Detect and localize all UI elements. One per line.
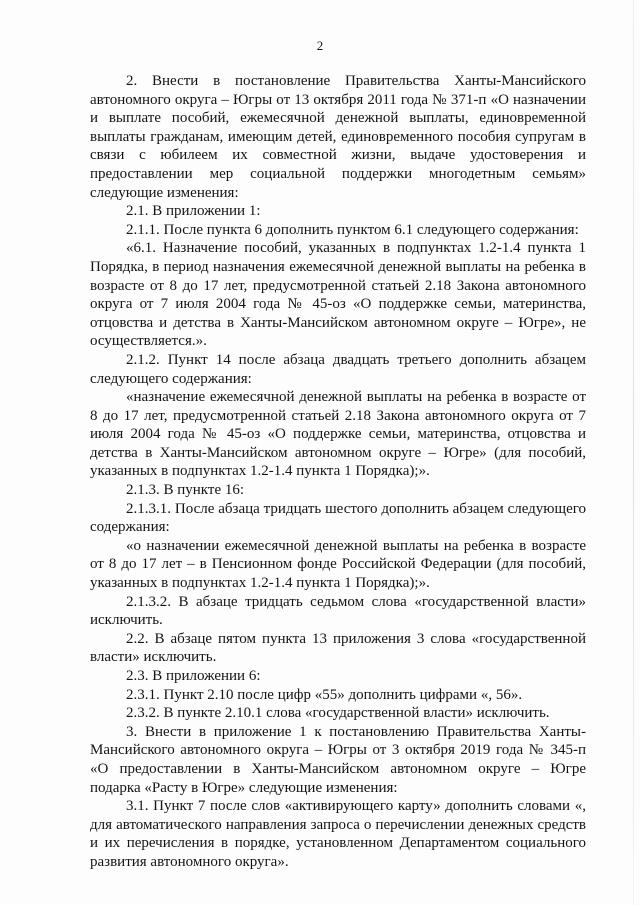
paragraph-2-1-1: 2.1.1. После пункта 6 дополнить пунктом 6.1 следующего содержания: xyxy=(126,221,579,238)
page-number: 2 xyxy=(316,38,324,53)
quote-monthly-payment: «назначение ежемесячной денежной выплаты на ребенка в возрасте от 8 до 17 лет, предусмотренной статьей 2.18 Закона автономного округа от 7 июля 2004 года № 45-оз «О поддержке семьи, материнства, отцовства и детства в Ханты-Мансийском автономном округе – Югре» (для пособий, указанных в подпунктах 1.2-1.4 пункта 1 Порядка);». xyxy=(90,389,586,480)
paragraph-2-1: 2.1. В приложении 1: xyxy=(126,203,261,220)
paragraph-2-2: 2.2. В абзаце пятом пункта 13 приложения 3 слова «государственной власти» исключить. xyxy=(90,630,586,666)
document-body xyxy=(90,72,586,872)
paragraph-3-1: 3.1. Пункт 7 после слов «активирующего карту» дополнить словами «, для автоматического направления запроса о перечислении денежных средств и их перечисления в порядке, установленном Департаментом социального развития автономного округа». xyxy=(90,798,586,870)
paragraph-2-1-3-2: 2.1.3.2. В абзаце тридцать седьмом слова «государственной власти» исключить. xyxy=(90,593,586,629)
paragraph-2-1-2: 2.1.2. Пункт 14 после абзаца двадцать третьего дополнить абзацем следующего содержания: xyxy=(90,351,586,387)
paragraph-3: 3. Внести в приложение 1 к постановлению Правительства Ханты-Мансийского автономного округа – Югры от 3 октября 2019 года № 345-п «О предоставлении в Ханты-Мансийском автономном округе – Югре подарка «Расту в Югре» следующие изменения: xyxy=(90,723,586,796)
quote-pension-fund: «о назначении ежемесячной денежной выплаты на ребенка в возрасте от 8 до 17 лет – в Пенсионном фонде Российской Федерации (для пособий, указанных в подпунктах 1.2-1.4 пункта 1 Порядка);». xyxy=(90,537,586,592)
quote-6-1: «6.1. Назначение пособий, указанных в подпунктах 1.2-1.4 пункта 1 Порядка, в период назначения ежемесячной денежной выплаты на ребенка в возрасте от 8 до 17 лет, предусмотренной статьей 2.18 Закона автономного округа от 7 июля 2004 года № 45-оз «О поддержке семьи, материнства, отцовства и детства в Ханты-Мансийском автономном округе – Югре», не осуществляется.». xyxy=(90,240,586,350)
scan-edge xyxy=(633,0,634,905)
paragraph-2: 2. Внести в постановление Правительства Ханты-Мансийского автономного округа – Югры от 13 октября 2011 года № 371-п «О назначении и выплате пособий, ежемесячной денежной выплаты, единовременной выплаты гражданам, имеющим детей, единовременного пособия супругам в связи с юбилеем их совместной жизни, выдаче удостоверения и предоставлении мер социальной поддержки многодетным семьям» следующие изменения: xyxy=(90,73,586,201)
paragraph-2-1-3: 2.1.3. В пункте 16: xyxy=(126,482,245,499)
paragraph-2-3-2: 2.3.2. В пункте 2.10.1 слова «государственной власти» исключить. xyxy=(126,705,550,722)
paragraph-2-3-1: 2.3.1. Пункт 2.10 после цифр «55» дополнить цифрами «, 56». xyxy=(126,686,523,703)
paragraph-2-3: 2.3. В приложении 6: xyxy=(126,668,261,684)
paragraph-2-1-3-1: 2.1.3.1. После абзаца тридцать шестого дополнить абзацем следующего содержания: xyxy=(90,500,586,536)
